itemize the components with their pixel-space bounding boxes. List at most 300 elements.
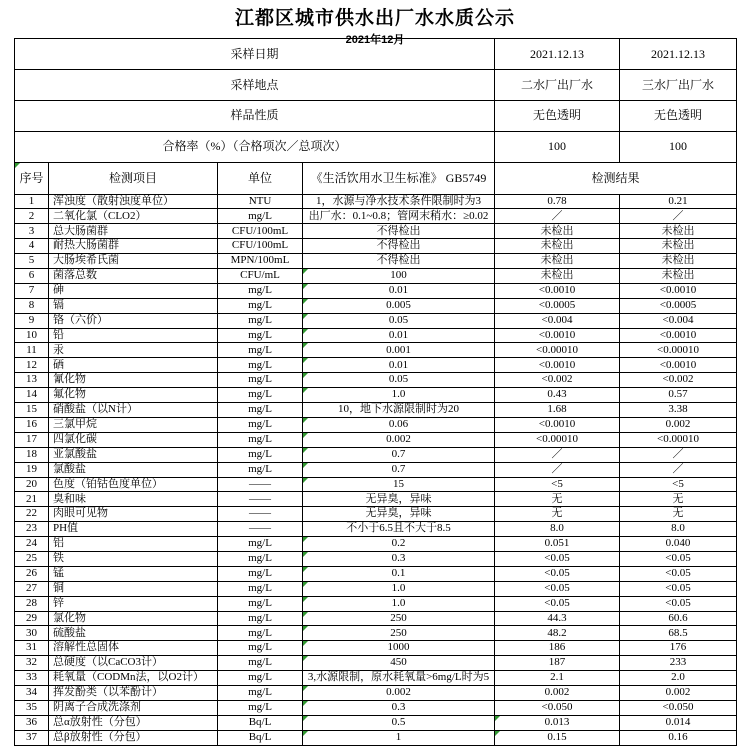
excel-flag-icon (303, 329, 308, 334)
cell-standard (303, 358, 495, 373)
cell-standard-text: 不得检出 (376, 254, 421, 267)
cell-result-plant2-text: 无 (551, 492, 563, 505)
cell-item (49, 373, 218, 388)
cell-standard-text: 0.5 (391, 715, 406, 728)
cell-no (15, 581, 49, 596)
cell-unit (218, 730, 303, 745)
cell-item-text: 铬（六价） (53, 313, 108, 326)
cell-unit (218, 522, 303, 537)
cell-result-plant3-text: ／ (672, 209, 684, 222)
cell-no-text: 7 (28, 284, 35, 297)
cell-standard (303, 254, 495, 269)
cell-no-text: 16 (26, 418, 37, 431)
cell-no-text: 34 (26, 686, 37, 699)
cell-unit (218, 566, 303, 581)
cell-unit-text: Bq/L (248, 731, 272, 744)
cell-result-plant2-text: <0.00010 (536, 433, 578, 445)
cell-result-plant3 (620, 477, 737, 492)
cell-result-plant3 (620, 596, 737, 611)
cell-result-plant3 (620, 566, 737, 581)
table-row (15, 432, 737, 447)
cell-unit (218, 492, 303, 507)
cell-item (49, 239, 218, 254)
cell-result-plant2 (495, 685, 620, 700)
cell-result-plant2 (495, 239, 620, 254)
cell-item-text: PH值 (53, 522, 79, 535)
cell-result-plant2-text: 0.15 (547, 731, 567, 744)
cell-item-text: 氰化物 (53, 373, 86, 386)
cell-result-plant2 (495, 507, 620, 522)
cell-standard-text: 0.002 (386, 433, 411, 445)
cell-standard-text: 0.05 (388, 313, 409, 326)
cell-result-plant3 (620, 313, 737, 328)
info-label-text: 样品性质 (230, 108, 279, 123)
cell-unit-text: CFU/100mL (231, 239, 289, 252)
cell-item (49, 566, 218, 581)
cell-result-plant2 (495, 730, 620, 745)
cell-standard (303, 239, 495, 254)
cell-result-plant3 (620, 492, 737, 507)
cell-standard (303, 611, 495, 626)
cell-item-text: 耐热大肠菌群 (53, 239, 119, 252)
cell-unit-text: mg/L (248, 403, 272, 416)
cell-result-plant3-text: 233 (669, 656, 687, 669)
cell-standard-text: 450 (390, 656, 407, 669)
cell-result-plant2 (495, 596, 620, 611)
cell-item (49, 656, 218, 671)
cell-no-text: 33 (26, 671, 37, 684)
cell-result-plant3 (620, 715, 737, 730)
water-quality-table (14, 38, 737, 746)
cell-result-plant2-text: 未检出 (540, 239, 574, 252)
cell-no (15, 656, 49, 671)
cell-unit (218, 313, 303, 328)
cell-standard (303, 328, 495, 343)
cell-unit (218, 626, 303, 641)
info-label (15, 131, 495, 162)
cell-unit-text: mg/L (248, 373, 272, 386)
cell-standard (303, 462, 495, 477)
cell-result-plant3-text: 0.21 (668, 194, 688, 207)
cell-result-plant2 (495, 283, 620, 298)
excel-flag-icon (303, 686, 308, 691)
cell-standard (303, 417, 495, 432)
cell-unit (218, 403, 303, 418)
cell-no (15, 462, 49, 477)
cell-item-text: 锰 (53, 567, 64, 580)
excel-flag-icon (303, 537, 308, 542)
cell-no-text: 22 (26, 507, 37, 520)
cell-no-text: 25 (26, 552, 37, 565)
cell-unit (218, 283, 303, 298)
cell-standard-text: 不小于6.5且不大于8.5 (346, 522, 451, 535)
cell-no (15, 537, 49, 552)
cell-result-plant3 (620, 432, 737, 447)
cell-unit (218, 462, 303, 477)
cell-standard (303, 507, 495, 522)
cell-unit (218, 388, 303, 403)
cell-no (15, 551, 49, 566)
cell-unit (218, 373, 303, 388)
cell-item-text: 亚氯酸盐 (53, 447, 97, 460)
cell-no-text: 1 (28, 194, 35, 207)
cell-item (49, 700, 218, 715)
table-row (15, 209, 737, 224)
cell-item (49, 447, 218, 462)
excel-flag-icon (303, 358, 308, 363)
cell-no (15, 596, 49, 611)
cell-item-text: 二氧化氯（CLO2） (53, 209, 147, 222)
col-header-no (15, 162, 49, 194)
cell-result-plant2 (495, 581, 620, 596)
cell-unit-text: mg/L (248, 462, 272, 475)
cell-unit-text: mg/L (248, 671, 272, 684)
cell-result-plant2-text: 2.1 (550, 671, 564, 684)
info-value-plant3 (620, 131, 737, 162)
cell-item-text: 氯化物 (53, 611, 86, 624)
excel-flag-icon (303, 463, 308, 468)
cell-standard-text: 0.2 (391, 537, 406, 550)
excel-flag-icon (303, 612, 308, 617)
cell-result-plant2 (495, 566, 620, 581)
cell-result-plant3 (620, 626, 737, 641)
cell-result-plant2-text: 1.68 (547, 403, 567, 416)
cell-result-plant2-text: <0.0010 (538, 358, 576, 371)
cell-item-text: 镉 (53, 298, 64, 311)
cell-result-plant3-text: <0.050 (662, 701, 694, 714)
cell-no-text: 6 (28, 269, 35, 282)
cell-result-plant3 (620, 373, 737, 388)
info-row (15, 69, 737, 100)
cell-result-plant3-text: <0.05 (665, 552, 691, 565)
cell-item (49, 730, 218, 745)
cell-result-plant2 (495, 358, 620, 373)
cell-result-plant2 (495, 432, 620, 447)
cell-result-plant2-text: 无 (551, 507, 563, 520)
table-header-row (15, 162, 737, 194)
cell-result-plant2 (495, 224, 620, 239)
cell-result-plant2 (495, 313, 620, 328)
cell-item-text: 挥发酚类（以苯酚计） (53, 686, 163, 699)
cell-no-text: 13 (26, 373, 37, 386)
table-header-section (15, 162, 737, 194)
sampling-info-section (15, 39, 737, 163)
cell-unit-text: NTU (248, 194, 272, 207)
excel-flag-icon (15, 163, 20, 168)
cell-result-plant2 (495, 492, 620, 507)
info-value-plant2 (495, 39, 620, 70)
cell-unit-text: —— (249, 522, 271, 535)
cell-no (15, 298, 49, 313)
cell-unit-text: mg/L (248, 641, 272, 654)
cell-result-plant3-text: 无 (672, 507, 684, 520)
cell-item (49, 537, 218, 552)
cell-item (49, 224, 218, 239)
page-title: 江都区城市供水出厂水水质公示 (234, 8, 515, 29)
cell-item-text: 总β放射性（分包） (53, 731, 147, 744)
cell-result-plant2 (495, 641, 620, 656)
excel-flag-icon (303, 388, 308, 393)
cell-result-plant3 (620, 537, 737, 552)
cell-standard (303, 685, 495, 700)
cell-no-text: 23 (26, 522, 37, 535)
cell-result-plant2-text: <0.00010 (536, 343, 578, 356)
cell-no (15, 447, 49, 462)
cell-item-text: 耗氧量（CODMn法，以O2计） (53, 671, 204, 684)
info-value-plant3-text: 100 (669, 139, 688, 154)
cell-result-plant3 (620, 224, 737, 239)
cell-no-text: 9 (28, 313, 35, 326)
cell-result-plant2 (495, 209, 620, 224)
cell-result-plant2-text: <5 (551, 477, 563, 490)
info-label (15, 39, 495, 70)
info-row (15, 131, 737, 162)
table-row (15, 239, 737, 254)
cell-item (49, 194, 218, 209)
cell-result-plant2-text: 8.0 (550, 522, 564, 535)
cell-standard (303, 373, 495, 388)
cell-standard (303, 700, 495, 715)
cell-result-plant3-text: 0.16 (668, 731, 688, 744)
cell-result-plant3 (620, 447, 737, 462)
cell-unit-text: mg/L (248, 388, 272, 401)
cell-result-plant3-text: 0.040 (665, 537, 691, 550)
cell-result-plant3-text: 8.0 (671, 522, 685, 535)
cell-item-text: 溶解性总固体 (53, 641, 119, 654)
cell-standard-text: 不得检出 (376, 224, 421, 237)
cell-standard-text: 0.001 (386, 343, 411, 356)
cell-item (49, 388, 218, 403)
cell-standard-text: 0.7 (391, 447, 406, 460)
cell-standard-text: 无异臭，异味 (365, 492, 432, 505)
cell-standard (303, 551, 495, 566)
cell-item-text: 三氯甲烷 (53, 418, 97, 431)
cell-unit (218, 343, 303, 358)
report-month: 2021年12月 (345, 34, 405, 46)
cell-item-text: 总硬度（以CaCO3计） (53, 656, 163, 669)
cell-standard (303, 432, 495, 447)
cell-unit-text: mg/L (248, 626, 272, 639)
cell-item-text: 汞 (53, 343, 64, 356)
cell-standard-text: 1，水源与净水技术条件限制时为3 (316, 194, 481, 207)
cell-result-plant2-text: 0.002 (544, 686, 570, 699)
col-header-item: 检测项目 (49, 162, 218, 194)
cell-item-text: 氟化物 (53, 388, 86, 401)
cell-result-plant2 (495, 671, 620, 686)
cell-unit-text: mg/L (248, 418, 272, 431)
cell-standard (303, 566, 495, 581)
cell-standard (303, 492, 495, 507)
cell-standard-text: 1 (395, 731, 402, 744)
cell-result-plant3-text: 2.0 (671, 671, 685, 684)
cell-result-plant2 (495, 611, 620, 626)
cell-result-plant3 (620, 551, 737, 566)
cell-standard-text: 1.0 (391, 388, 406, 401)
cell-no (15, 254, 49, 269)
cell-unit (218, 685, 303, 700)
cell-item (49, 626, 218, 641)
cell-item-text: 铜 (53, 581, 64, 594)
info-value-plant2-text: 二水厂出厂水 (521, 77, 594, 92)
excel-flag-icon (303, 433, 308, 438)
cell-result-plant2 (495, 269, 620, 284)
table-row (15, 730, 737, 745)
cell-standard-text: 3,水源限制，原水耗氧量>6mg/L时为5 (307, 671, 490, 684)
table-row (15, 298, 737, 313)
cell-no-text: 27 (26, 581, 37, 594)
cell-standard (303, 730, 495, 745)
cell-standard (303, 343, 495, 358)
cell-result-plant3-text: 68.5 (668, 626, 688, 639)
cell-no (15, 715, 49, 730)
cell-item (49, 432, 218, 447)
cell-standard-text: 出厂水：0.1~0.8；管网末稍水：≥0.02 (308, 209, 489, 222)
cell-item-text: 硒 (53, 358, 64, 371)
cell-unit-text: mg/L (248, 686, 272, 699)
cell-item (49, 715, 218, 730)
cell-result-plant3 (620, 656, 737, 671)
cell-result-plant3-text: ／ (672, 447, 684, 460)
cell-no (15, 328, 49, 343)
cell-result-plant3-text: <0.05 (665, 581, 691, 594)
table-row (15, 477, 737, 492)
cell-no (15, 269, 49, 284)
info-value-plant2-text: 2021.12.13 (530, 46, 585, 61)
cell-result-plant3 (620, 388, 737, 403)
cell-item-text: 菌落总数 (53, 269, 97, 282)
cell-standard-text: 不得检出 (376, 239, 421, 252)
cell-result-plant2 (495, 298, 620, 313)
cell-no (15, 492, 49, 507)
cell-no (15, 507, 49, 522)
results-section (15, 194, 737, 745)
cell-standard (303, 194, 495, 209)
cell-unit (218, 551, 303, 566)
cell-unit (218, 537, 303, 552)
cell-result-plant3 (620, 685, 737, 700)
cell-no-text: 36 (26, 715, 37, 728)
cell-standard (303, 447, 495, 462)
cell-no (15, 700, 49, 715)
cell-no-text: 8 (28, 298, 35, 311)
cell-unit-text: mg/L (248, 581, 272, 594)
col-header-standard: 《生活饮用水卫生标准》 GB5749 (303, 162, 495, 194)
cell-unit-text: mg/L (248, 537, 272, 550)
table-row (15, 507, 737, 522)
cell-unit-text: mg/L (248, 298, 272, 311)
cell-standard (303, 522, 495, 537)
excel-flag-icon (495, 716, 500, 721)
cell-standard (303, 477, 495, 492)
cell-result-plant3-text: <0.0010 (659, 284, 697, 297)
table-row (15, 611, 737, 626)
cell-no-text: 20 (26, 477, 37, 490)
table-row (15, 656, 737, 671)
cell-result-plant3-text: <0.0010 (659, 328, 697, 341)
cell-no-text: 32 (26, 656, 37, 669)
cell-item-text: 铅 (53, 328, 64, 341)
cell-result-plant2-text: 未检出 (540, 254, 574, 267)
cell-no (15, 626, 49, 641)
cell-item (49, 551, 218, 566)
cell-unit-text: mg/L (248, 611, 272, 624)
cell-no-text: 4 (28, 239, 35, 252)
cell-result-plant2-text: <0.004 (541, 313, 573, 326)
cell-standard-text: 0.002 (386, 686, 411, 699)
cell-item (49, 343, 218, 358)
table-row (15, 358, 737, 373)
excel-flag-icon (303, 641, 308, 646)
cell-result-plant2 (495, 194, 620, 209)
cell-item-text: 氯酸盐 (53, 462, 86, 475)
cell-result-plant3-text: <0.004 (662, 313, 694, 326)
cell-item (49, 507, 218, 522)
cell-standard-text: 0.01 (388, 328, 409, 341)
cell-no (15, 358, 49, 373)
info-label (15, 69, 495, 100)
cell-no (15, 283, 49, 298)
cell-no (15, 522, 49, 537)
cell-result-plant2 (495, 254, 620, 269)
cell-unit (218, 581, 303, 596)
cell-result-plant2 (495, 551, 620, 566)
cell-standard (303, 269, 495, 284)
cell-unit-text: mg/L (248, 656, 272, 669)
cell-result-plant3 (620, 522, 737, 537)
table-row (15, 224, 737, 239)
info-value-plant2-text: 100 (548, 139, 567, 154)
cell-unit-text: Bq/L (248, 715, 272, 728)
cell-no (15, 730, 49, 745)
cell-result-plant3-text: 0.57 (668, 388, 688, 401)
cell-item (49, 596, 218, 611)
cell-result-plant3 (620, 358, 737, 373)
cell-result-plant3 (620, 328, 737, 343)
cell-standard (303, 283, 495, 298)
cell-standard (303, 298, 495, 313)
cell-result-plant2-text: <0.002 (541, 373, 573, 386)
cell-result-plant3 (620, 298, 737, 313)
excel-flag-icon (303, 343, 308, 348)
cell-result-plant3-text: 无 (672, 492, 684, 505)
cell-unit-text: CFU/mL (240, 269, 280, 282)
cell-item (49, 581, 218, 596)
table-row (15, 462, 737, 477)
table-row (15, 313, 737, 328)
cell-standard-text: 100 (390, 269, 407, 282)
cell-no-text: 28 (26, 596, 37, 609)
info-label-text: 采样日期 (230, 46, 279, 61)
cell-unit-text: mg/L (248, 328, 272, 341)
cell-unit (218, 641, 303, 656)
cell-result-plant3-text: 0.014 (665, 715, 691, 728)
table-row (15, 566, 737, 581)
cell-standard-text: 0.1 (391, 567, 406, 580)
cell-standard (303, 626, 495, 641)
cell-result-plant2-text: 0.051 (544, 537, 570, 550)
cell-result-plant3 (620, 269, 737, 284)
table-row (15, 492, 737, 507)
info-value-plant2 (495, 100, 620, 131)
cell-result-plant3 (620, 671, 737, 686)
cell-no (15, 194, 49, 209)
cell-standard (303, 596, 495, 611)
cell-result-plant3 (620, 641, 737, 656)
cell-result-plant2 (495, 343, 620, 358)
cell-standard-text: 0.3 (391, 552, 406, 565)
cell-no-text: 5 (28, 254, 35, 267)
cell-result-plant3-text: <0.00010 (657, 343, 699, 356)
